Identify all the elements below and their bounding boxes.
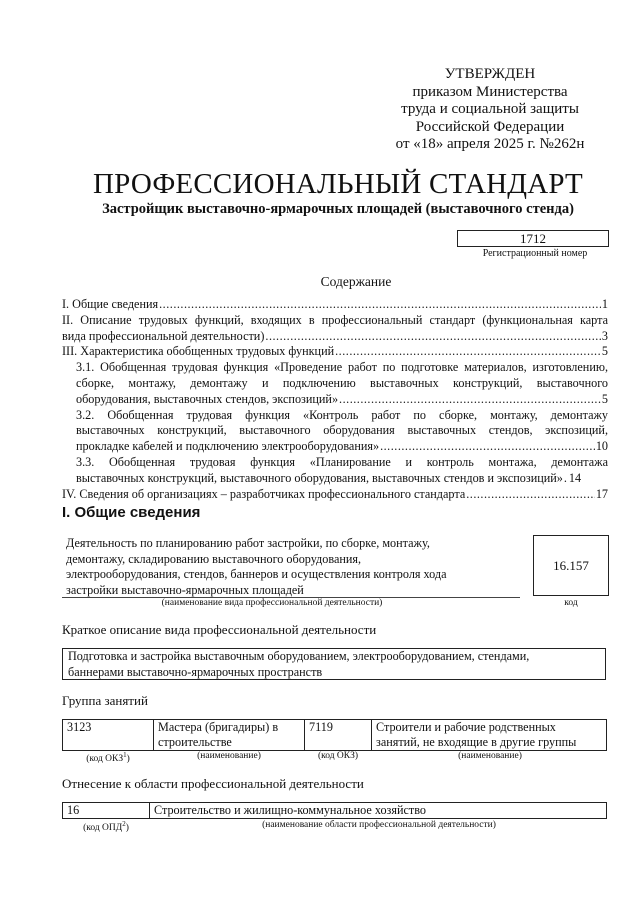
- professional-area-label: Отнесение к области профессиональной деятельности: [62, 776, 364, 791]
- toc-item-text: выставочных конструкций, выставочного оборудования, выставочных стендов и экспозиций»: [76, 470, 563, 485]
- okz-name-line: Строители и рабочие родственных: [376, 720, 556, 734]
- professional-area-table: [62, 802, 607, 819]
- okz-name-cell: [372, 720, 607, 751]
- occupation-group-label: Группа занятий: [62, 693, 148, 708]
- toc-item-text: I. Общие сведения: [62, 297, 159, 311]
- approval-line: Российской Федерации: [415, 118, 565, 135]
- okz-code-cell: 3123: [63, 720, 154, 751]
- activity-code-caption: код: [564, 598, 578, 608]
- toc-item-text: IV. Сведения об организациях – разработчиках профессионального стандарта: [62, 486, 466, 501]
- toc-page: 17: [595, 486, 608, 501]
- okz-name-caption: (наименование): [197, 751, 261, 761]
- toc-leader: [265, 329, 601, 345]
- toc-page: 5: [601, 391, 608, 406]
- okz-name-line: строительстве: [158, 735, 232, 749]
- activity-name: [66, 536, 486, 598]
- contents-title: Содержание: [320, 274, 392, 289]
- activity-code-box: 16.157: [533, 535, 609, 596]
- toc-item[interactable]: [62, 360, 608, 407]
- toc-item-text: 3.3. Обобщенная трудовая функция «Планирование и контроль монтажа, демонтажа: [76, 454, 608, 469]
- okz-name-line: занятий, не входящие в другие группы: [376, 735, 577, 749]
- document-title: ПРОФЕССИОНАЛЬНЫЙ СТАНДАРТ: [93, 168, 583, 200]
- toc-leader: [159, 297, 601, 313]
- approval-line: от «18» апреля 2025 г. №262н: [395, 136, 585, 152]
- toc-item-text: сборке, монтажу, демонтажу и подключению выставочных конструкций, выставочного: [76, 375, 608, 390]
- approval-block: [380, 66, 600, 154]
- toc-item-text: 3.2. Обобщенная трудовая функция «Контроль работ по сборке, монтажу, демонтажу: [76, 407, 608, 422]
- okz-code-caption-2: (код ОКЗ): [317, 751, 359, 761]
- toc-leader: [380, 439, 595, 455]
- toc-page: 14: [568, 470, 582, 485]
- registration-number-label: Регистрационный номер: [482, 248, 588, 259]
- toc-item-text: прокладке кабелей и подключению электрооборудования»: [76, 439, 380, 454]
- toc-leader: [335, 344, 601, 360]
- toc-item[interactable]: [62, 487, 608, 503]
- approval-line: приказом Министерства: [412, 83, 568, 100]
- occupation-group-table: [62, 719, 607, 751]
- opd-name-caption: (наименование области профессиональной деятельности): [262, 820, 496, 830]
- toc-item-text: III. Характеристика обобщенных трудовых функций: [62, 344, 335, 359]
- activity-caption: (наименование вида профессиональной деятельности): [161, 598, 383, 608]
- activity-line: застройки выставочно-ярмарочных площадей: [66, 582, 304, 597]
- toc-item-text: выставочных конструкций, выставочного оборудования выставочных стендов, экспозиций,: [76, 423, 608, 438]
- activity-line: электрооборудования, стендов, баннеров и осуществления контроля хода: [66, 567, 447, 581]
- caption-text: (код ОКЗ: [86, 754, 124, 765]
- caption-text: (код ОПД: [83, 823, 123, 834]
- table-of-contents: [62, 297, 608, 502]
- registration-number-box: 1712: [457, 230, 609, 247]
- toc-page: 10: [595, 439, 608, 454]
- activity-line: Деятельность по планированию работ застройки, по сборке, монтажу,: [66, 536, 430, 550]
- toc-leader: [564, 471, 568, 487]
- approval-line: УТВЕРЖДЕН: [444, 66, 536, 82]
- activity-line: демонтажу, складированию выставочного оборудования,: [66, 551, 362, 566]
- toc-leader: [339, 392, 601, 408]
- brief-line: баннерами выставочно-ярмарочных пространств: [68, 664, 323, 679]
- toc-item[interactable]: [62, 313, 608, 345]
- toc-item[interactable]: [62, 455, 608, 487]
- toc-item[interactable]: [62, 344, 608, 360]
- document-subtitle: Застройщик выставочно-ярмарочных площадей (выставочного стенда): [102, 201, 574, 217]
- section-heading: I. Общие сведения: [62, 504, 201, 521]
- okz-name-line: Мастера (бригадиры) в: [158, 720, 279, 734]
- brief-description-box: [62, 648, 606, 680]
- okz-name-caption-2: (наименование): [458, 751, 522, 761]
- brief-line: Подготовка и застройка выставочным оборудованием, электрооборудованием, стендами,: [68, 649, 530, 663]
- toc-item-text: II. Описание трудовых функций, входящих в профессиональный стандарт (функциональная карта: [62, 312, 608, 327]
- toc-item[interactable]: [62, 297, 608, 313]
- toc-page: 5: [601, 344, 608, 359]
- okz-code-cell: 7119: [305, 720, 372, 751]
- opd-code-caption: (код ОПД$^2$): [83, 820, 129, 834]
- brief-description-label: Краткое описание вида профессиональной деятельности: [62, 622, 377, 637]
- toc-page: 3: [601, 328, 608, 343]
- approval-line: труда и социальной защиты: [401, 101, 579, 117]
- okz-code-caption: (код ОКЗ$^1$): [86, 751, 130, 765]
- toc-item[interactable]: [62, 408, 608, 455]
- toc-page: 1: [601, 297, 608, 311]
- toc-item-text: оборудования, выставочных стендов, экспозиций»: [76, 391, 339, 406]
- opd-name-cell: Строительство и жилищно-коммунальное хозяйство: [150, 803, 607, 819]
- footnote-marker: 1: [123, 751, 127, 759]
- toc-item-text: 3.1. Обобщенная трудовая функция «Проведение работ по подготовке материалов, изготовлению,: [76, 360, 608, 375]
- footnote-marker: 2: [122, 820, 126, 828]
- okz-name-cell: [154, 720, 305, 751]
- toc-leader: [466, 487, 595, 503]
- toc-item-text: вида профессиональной деятельности): [62, 328, 265, 343]
- opd-code-cell: 16: [63, 803, 150, 819]
